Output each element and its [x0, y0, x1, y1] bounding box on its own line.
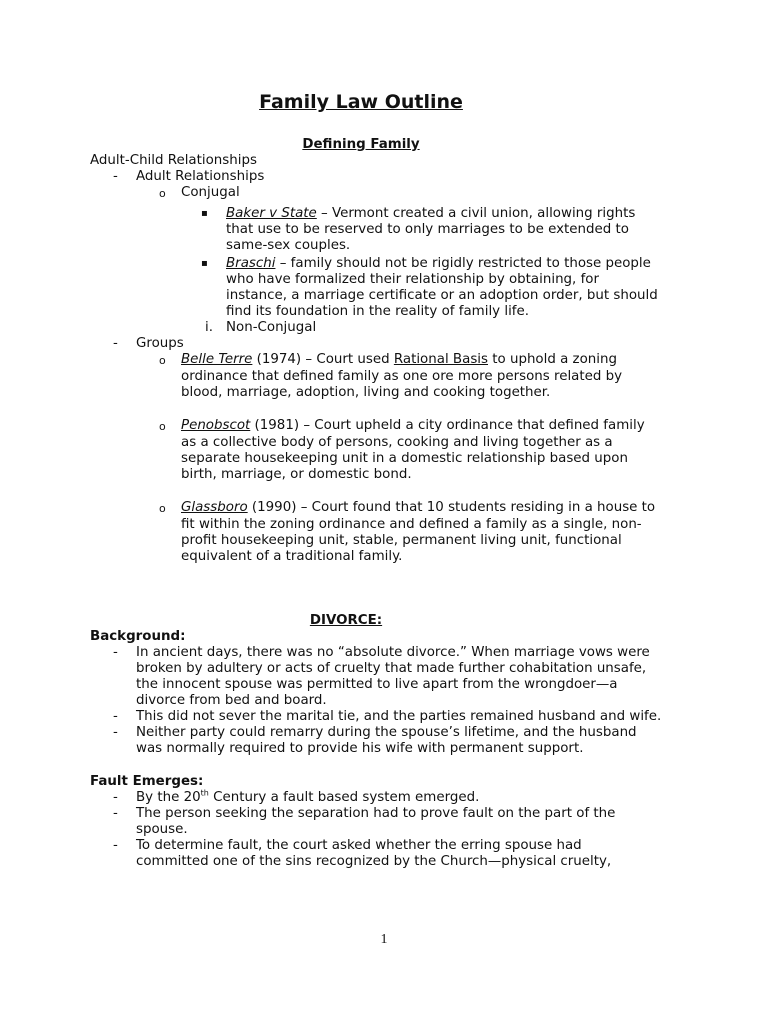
- braschi-text-1: – family should not be rigidly restricted to those people: [275, 256, 651, 271]
- penobscot-line-2: as a collective body of persons, cooking and living together as a: [181, 435, 613, 450]
- baker-line-3: same-sex couples.: [226, 238, 351, 253]
- circle-bullet: o: [159, 187, 166, 200]
- fault-1-post: Century a fault based system emerged.: [208, 790, 480, 805]
- braschi-line-2: who have formalized their relationship by obtaining, for: [226, 272, 599, 287]
- section-heading-divorce: DIVORCE:: [309, 613, 383, 628]
- circle-bullet: o: [159, 502, 166, 515]
- dash-bullet: -: [113, 806, 118, 821]
- document-title: Family Law Outline: [259, 91, 463, 113]
- item-non-conjugal: Non-Conjugal: [226, 320, 317, 335]
- belle-line-2: ordinance that defined family as one ore more persons related by: [181, 369, 623, 384]
- page-number: 1: [380, 932, 388, 947]
- fault-2-line-1: The person seeking the separation had to prove fault on the part of the: [136, 806, 616, 821]
- braschi-line-4: find its foundation in the reality of family life.: [226, 304, 529, 319]
- case-name-glassboro: Glassboro: [181, 500, 248, 515]
- background-3-line-1: Neither party could remarry during the spouse’s lifetime, and the husband: [136, 725, 637, 740]
- roman-numeral: i.: [205, 320, 213, 335]
- baker-line-2: that use to be reserved to only marriages to be extended to: [226, 222, 629, 237]
- dash-bullet: -: [113, 169, 118, 184]
- belle-year: (1974) – Court used: [252, 352, 394, 367]
- background-1-line-2: broken by adultery or acts of cruelty that made further cohabitation unsafe,: [136, 661, 647, 676]
- item-groups: Groups: [136, 336, 184, 351]
- dash-bullet: -: [113, 709, 118, 724]
- circle-bullet: o: [159, 420, 166, 433]
- penobscot-line-1: [181, 418, 645, 434]
- belle-line-3: blood, marriage, adoption, living and cooking together.: [181, 385, 551, 400]
- background-3-line-2: was normally required to provide his wife with permanent support.: [136, 741, 584, 756]
- belle-line-1: [181, 352, 617, 368]
- glassboro-line-2: fit within the zoning ordinance and defined a family as a single, non-: [181, 517, 642, 532]
- item-conjugal: Conjugal: [181, 185, 240, 200]
- heading-background: Background:: [90, 629, 186, 644]
- glassboro-line-4: equivalent of a traditional family.: [181, 549, 403, 564]
- penobscot-line-4: birth, marriage, or domestic bond.: [181, 467, 412, 482]
- braschi-line-3: instance, a marriage certificate or an adoption order, but should: [226, 288, 658, 303]
- braschi-line-1: [226, 256, 651, 272]
- case-name-baker: Baker v State: [226, 206, 317, 221]
- penobscot-text-1: (1981) – Court upheld a city ordinance that defined family: [250, 418, 645, 433]
- heading-fault-emerges: Fault Emerges:: [90, 774, 204, 789]
- fault-1: [136, 790, 479, 806]
- case-name-braschi: Braschi: [226, 256, 276, 271]
- term-rational-basis: Rational Basis: [393, 352, 488, 367]
- fault-1-superscript: th: [200, 788, 209, 798]
- background-1-line-1: In ancient days, there was no “absolute divorce.” When marriage vows were: [136, 645, 650, 660]
- penobscot-line-3: separate housekeeping unit in a domestic relationship based upon: [181, 451, 628, 466]
- baker-line-1: [226, 206, 635, 222]
- heading-adult-child: Adult-Child Relationships: [90, 153, 257, 168]
- fault-3-line-1: To determine fault, the court asked whether the erring spouse had: [136, 838, 582, 853]
- glassboro-text-1: (1990) – Court found that 10 students residing in a house to: [247, 500, 656, 515]
- dash-bullet: -: [113, 645, 118, 660]
- dash-bullet: -: [113, 336, 118, 351]
- background-1-line-4: divorce from bed and board.: [136, 693, 327, 708]
- case-name-penobscot: Penobscot: [181, 418, 251, 433]
- dash-bullet: -: [113, 790, 118, 805]
- section-heading-defining-family: Defining Family: [302, 137, 420, 152]
- belle-rest: to uphold a zoning: [488, 352, 617, 367]
- fault-2-line-2: spouse.: [136, 822, 188, 837]
- glassboro-line-3: profit housekeeping unit, stable, permanent living unit, functional: [181, 533, 622, 548]
- fault-3-line-2: committed one of the sins recognized by the Church—physical cruelty,: [136, 854, 612, 869]
- case-name-belle-terre: Belle Terre: [181, 352, 253, 367]
- glassboro-line-1: [181, 500, 655, 516]
- background-1-line-3: the innocent spouse was permitted to live apart from the wrongdoer—a: [136, 677, 618, 692]
- item-adult-relationships: Adult Relationships: [136, 169, 265, 184]
- square-bullet: ▪: [201, 258, 208, 269]
- baker-text-1: – Vermont created a civil union, allowing rights: [316, 206, 636, 221]
- dash-bullet: -: [113, 838, 118, 853]
- dash-bullet: -: [113, 725, 118, 740]
- square-bullet: ▪: [201, 208, 208, 219]
- fault-1-pre: By the 20: [136, 790, 201, 805]
- background-2: This did not sever the marital tie, and the parties remained husband and wife.: [136, 709, 662, 724]
- circle-bullet: o: [159, 354, 166, 367]
